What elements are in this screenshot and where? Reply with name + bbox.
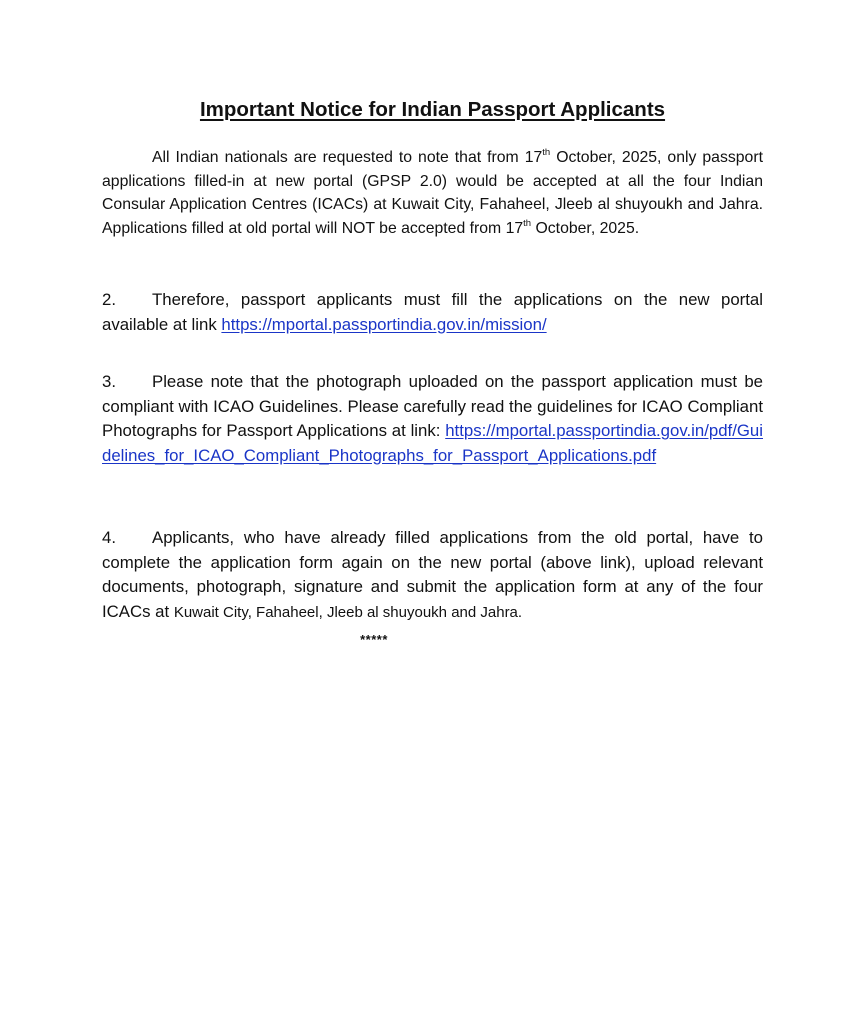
paragraph-number: 2. <box>102 290 116 309</box>
paragraph-2 <box>102 288 763 337</box>
paragraph-2-text: Therefore, passport applicants must fill the applications on the new portal available at link <box>102 290 763 334</box>
paragraph-4-locations: Kuwait City, Fahaheel, Jleeb al shuyoukh and Jahra. <box>173 603 523 621</box>
paragraph-1 <box>102 146 763 240</box>
paragraph-1-text-b: October, 2025, only passport applications filled-in at new portal (GPSP 2.0) would be accepted at all the four Indian Consular Application Centres (ICACs) at Kuwait City, Fahaheel, Jleeb al shuyoukh and Jahra. Applications filled at old portal will NOT be accepted from 17 <box>102 149 763 237</box>
paragraph-4 <box>102 526 763 625</box>
paragraph-number: 4. <box>102 528 116 547</box>
paragraph-4-text: Applicants, who have already filled applications from the old portal, have to complete the application form again on the new portal (above link), upload relevant documents, photograph, signature and submit the application form at any of the four ICACs at <box>102 528 763 621</box>
ordinal-suffix: th <box>523 217 532 229</box>
icao-guidelines-link[interactable]: https://mportal.passportindia.gov.in/pdf/Guidelines_for_ICAO_Compliant_Photographs_for_Passport_Applications.pdf <box>102 421 763 465</box>
paragraph-1-text-c: October, 2025. <box>531 219 640 237</box>
ordinal-suffix: th <box>542 147 551 158</box>
paragraph-3 <box>102 370 763 468</box>
end-of-notice-mark: ***** <box>360 632 388 647</box>
paragraph-number: 3. <box>102 372 116 391</box>
paragraph-3-text: Please note that the photograph uploaded on the passport application must be compliant with ICAO Guidelines. Please carefully read the guidelines for ICAO Compliant Photographs for Passport Applications at link: <box>102 372 763 440</box>
notice-title: Important Notice for Indian Passport Applicants <box>199 98 666 121</box>
paragraph-1-text-a: All Indian nationals are requested to note that from 17 <box>152 149 543 166</box>
new-portal-link[interactable]: https://mportal.passportindia.gov.in/mission/ <box>221 314 547 334</box>
